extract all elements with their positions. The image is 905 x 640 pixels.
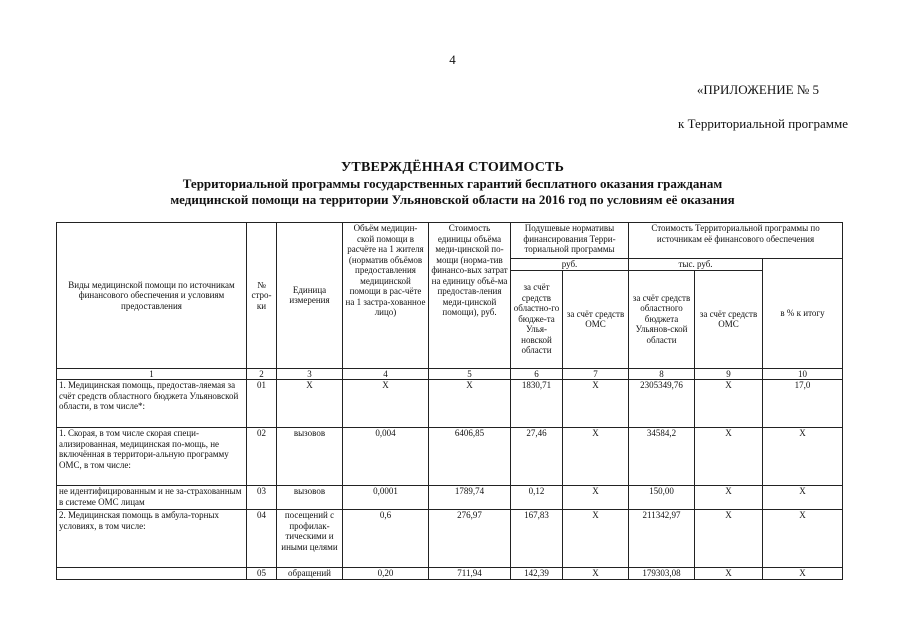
header-per-capita: Подушевые нормативы финансирования Терри-ториальной программы bbox=[511, 223, 629, 259]
row-kind: не идентифицированным и не за-страхованным в системе ОМС лицам bbox=[57, 486, 247, 510]
header-kinds: Виды медицинской помощи по источникам финансового обеспечения и условиям предоставления bbox=[57, 223, 247, 369]
row-unit: обращений bbox=[277, 568, 343, 580]
row-c9: X bbox=[695, 486, 763, 510]
column-number: 2 bbox=[247, 368, 277, 380]
row-c10: X bbox=[763, 486, 843, 510]
table-row bbox=[57, 486, 843, 510]
row-c8: 2305349,76 bbox=[629, 380, 695, 428]
header-thousand-rub: тыс. руб. bbox=[629, 259, 763, 271]
header-oms-7: за счёт средств ОМС bbox=[563, 270, 629, 368]
column-numbers-row bbox=[57, 368, 843, 380]
row-c6: 167,83 bbox=[511, 510, 563, 568]
header-rub: руб. bbox=[511, 259, 629, 271]
page-number: 4 bbox=[449, 52, 456, 67]
row-unit: X bbox=[277, 380, 343, 428]
row-volume: X bbox=[343, 380, 429, 428]
row-c6: 0,12 bbox=[511, 486, 563, 510]
row-unit: вызовов bbox=[277, 428, 343, 486]
document-title: УТВЕРЖДЁННАЯ СТОИМОСТЬ bbox=[340, 160, 565, 175]
row-cost: 6406,85 bbox=[429, 428, 511, 486]
document-subtitle-line2: медицинской помощи на территории Ульяновской области на 2016 год по условиям её оказания bbox=[170, 192, 735, 207]
row-c10: X bbox=[763, 428, 843, 486]
row-c6: 1830,71 bbox=[511, 380, 563, 428]
row-c10: 17,0 bbox=[763, 380, 843, 428]
column-number: 6 bbox=[511, 368, 563, 380]
header-unit: Единица измерения bbox=[277, 223, 343, 369]
row-c9: X bbox=[695, 380, 763, 428]
row-cost: 276,97 bbox=[429, 510, 511, 568]
row-volume: 0,004 bbox=[343, 428, 429, 486]
appendix-to: к Территориальной программе bbox=[678, 116, 848, 131]
column-number: 10 bbox=[763, 368, 843, 380]
table-row bbox=[57, 568, 843, 580]
column-number: 5 bbox=[429, 368, 511, 380]
appendix-label: «ПРИЛОЖЕНИЕ № 5 bbox=[696, 82, 819, 97]
header-regional-budget-8: за счёт средств областного бюджета Ульянов-ской области bbox=[629, 270, 695, 368]
header-row-no: № стро-ки bbox=[247, 223, 277, 369]
row-c7: X bbox=[563, 510, 629, 568]
row-no: 03 bbox=[247, 486, 277, 510]
cost-table bbox=[56, 222, 843, 580]
row-volume: 0,0001 bbox=[343, 486, 429, 510]
row-c10: X bbox=[763, 568, 843, 580]
row-c9: X bbox=[695, 428, 763, 486]
row-c7: X bbox=[563, 486, 629, 510]
header-percent: в % к итогу bbox=[763, 259, 843, 369]
header-oms-9: за счёт средств ОМС bbox=[695, 270, 763, 368]
table-row bbox=[57, 510, 843, 568]
row-kind: 1. Медицинская помощь, предостав-ляемая за счёт средств областного бюджета Ульяновской области, в том числе*: bbox=[57, 380, 247, 428]
column-number: 8 bbox=[629, 368, 695, 380]
row-c8: 150,00 bbox=[629, 486, 695, 510]
table-row bbox=[57, 380, 843, 428]
row-no: 01 bbox=[247, 380, 277, 428]
column-number: 9 bbox=[695, 368, 763, 380]
row-unit: вызовов bbox=[277, 486, 343, 510]
row-no: 02 bbox=[247, 428, 277, 486]
column-number: 3 bbox=[277, 368, 343, 380]
row-cost: 1789,74 bbox=[429, 486, 511, 510]
row-cost: 711,94 bbox=[429, 568, 511, 580]
row-c10: X bbox=[763, 510, 843, 568]
row-c9: X bbox=[695, 568, 763, 580]
table-row bbox=[57, 428, 843, 486]
header-regional-budget-6: за счёт средств областно-го бюдже-та Улья-новской области bbox=[511, 270, 563, 368]
row-c8: 179303,08 bbox=[629, 568, 695, 580]
row-c6: 27,46 bbox=[511, 428, 563, 486]
row-kind: 2. Медицинская помощь в амбула-торных условиях, в том числе: bbox=[57, 510, 247, 568]
header-cost: Стоимость единицы объёма меди-цинской по-мощи (норма-тив финансо-вых затрат на единицу объё-ма предостав-ления меди-цинской помощи), руб. bbox=[429, 223, 511, 369]
column-number: 1 bbox=[57, 368, 247, 380]
row-c7: X bbox=[563, 428, 629, 486]
row-c8: 34584,2 bbox=[629, 428, 695, 486]
row-no: 05 bbox=[247, 568, 277, 580]
column-number: 7 bbox=[563, 368, 629, 380]
row-unit: посещений с профилак-тическими и иными целями bbox=[277, 510, 343, 568]
row-volume: 0,20 bbox=[343, 568, 429, 580]
row-c7: X bbox=[563, 380, 629, 428]
row-c7: X bbox=[563, 568, 629, 580]
row-no: 04 bbox=[247, 510, 277, 568]
row-kind bbox=[57, 568, 247, 580]
header-total-cost: Стоимость Территориальной программы по источникам её финансового обеспечения bbox=[629, 223, 843, 259]
row-c8: 211342,97 bbox=[629, 510, 695, 568]
column-number: 4 bbox=[343, 368, 429, 380]
header-volume: Объём медицин-ской помощи в расчёте на 1 жителя (норматив объёмов предоставления медицинской помощи в рас-чёте на 1 застра-хованное лицо) bbox=[343, 223, 429, 369]
row-volume: 0,6 bbox=[343, 510, 429, 568]
row-kind: 1. Скорая, в том числе скорая специ-ализированная, медицинская по-мощь, не включённая в территори-альную программу ОМС, в том числе: bbox=[57, 428, 247, 486]
row-c6: 142,39 bbox=[511, 568, 563, 580]
row-c9: X bbox=[695, 510, 763, 568]
row-cost: X bbox=[429, 380, 511, 428]
document-subtitle-line1: Территориальной программы государственных гарантий бесплатного оказания гражданам bbox=[182, 176, 723, 191]
